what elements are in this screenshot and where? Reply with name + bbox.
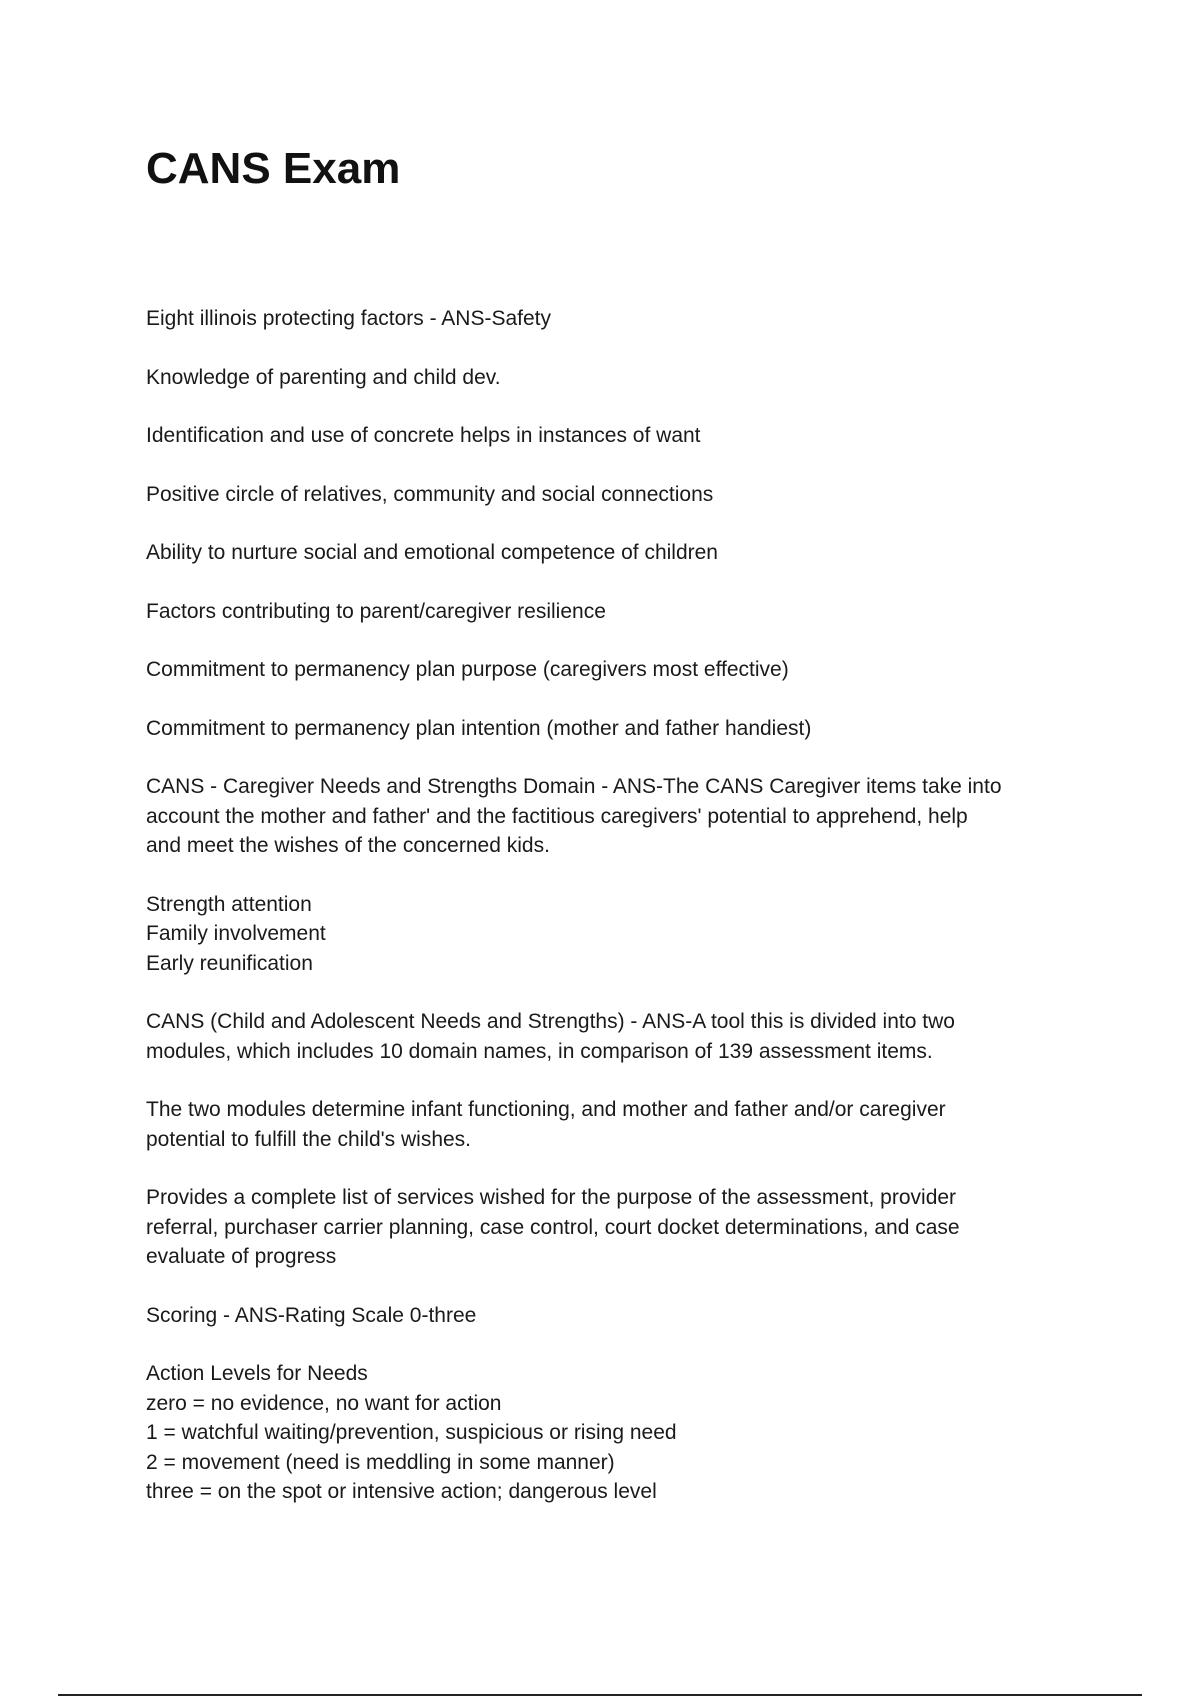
paragraph — [146, 1359, 1066, 1507]
text-line: zero = no evidence, no want for action — [146, 1391, 502, 1415]
page-title: CANS Exam — [146, 144, 401, 193]
paragraph — [146, 1183, 1066, 1272]
paragraph — [146, 655, 1066, 685]
paragraph — [146, 597, 1066, 627]
text-line: 2 = movement (need is meddling in some manner) — [146, 1450, 615, 1474]
text-line: Ability to nurture social and emotional competence of children — [146, 541, 718, 564]
text-line: Identification and use of concrete helps in instances of want — [146, 424, 701, 447]
text-line: account the mother and father' and the factitious caregivers' potential to apprehend, help — [146, 804, 968, 828]
text-line: referral, purchaser carrier planning, case control, court docket determinations, and case — [146, 1215, 960, 1239]
paragraph — [146, 772, 1066, 861]
paragraph — [146, 538, 1066, 568]
text-line: Provides a complete list of services wished for the purpose of the assessment, provider — [146, 1186, 957, 1209]
paragraph — [146, 1095, 1066, 1154]
paragraph — [146, 890, 1066, 979]
text-line: Family involvement — [146, 922, 326, 945]
text-line: Positive circle of relatives, community and social connections — [146, 482, 714, 506]
text-line: The two modules determine infant functioning, and mother and father and/or caregiver — [146, 1098, 946, 1121]
page-divider — [58, 1694, 1142, 1696]
text-line: Action Levels for Needs — [146, 1362, 368, 1385]
text-line: Knowledge of parenting and child dev. — [146, 365, 501, 389]
paragraph — [146, 304, 1066, 334]
paragraph — [146, 421, 1066, 451]
text-line: Scoring - ANS-Rating Scale 0-three — [146, 1303, 477, 1327]
text-line: Commitment to permanency plan intention (mother and father handiest) — [146, 716, 812, 740]
text-line: CANS - Caregiver Needs and Strengths Domain - ANS-The CANS Caregiver items take into — [146, 775, 1002, 798]
text-line: and meet the wishes of the concerned kids. — [146, 834, 550, 857]
text-line: modules, which includes 10 domain names, in comparison of 139 assessment items. — [146, 1039, 933, 1063]
text-line: Early reunification — [146, 951, 313, 975]
text-line: Strength attention — [146, 892, 312, 916]
text-line: Factors contributing to parent/caregiver resilience — [146, 599, 606, 623]
paragraph — [146, 714, 1066, 744]
text-line: Eight illinois protecting factors - ANS-Safety — [146, 307, 552, 330]
text-line: Commitment to permanency plan purpose (caregivers most effective) — [146, 658, 789, 681]
document-body — [146, 304, 1066, 1536]
paragraph — [146, 1007, 1066, 1066]
text-line: CANS (Child and Adolescent Needs and Strengths) - ANS-A tool this is divided into two — [146, 1010, 955, 1033]
text-line: three = on the spot or intensive action; dangerous level — [146, 1480, 657, 1503]
paragraph — [146, 480, 1066, 510]
text-line: 1 = watchful waiting/prevention, suspicious or rising need — [146, 1421, 677, 1444]
paragraph — [146, 1301, 1066, 1331]
text-line: potential to fulfill the child's wishes. — [146, 1127, 472, 1151]
text-line: evaluate of progress — [146, 1245, 337, 1268]
paragraph — [146, 363, 1066, 393]
